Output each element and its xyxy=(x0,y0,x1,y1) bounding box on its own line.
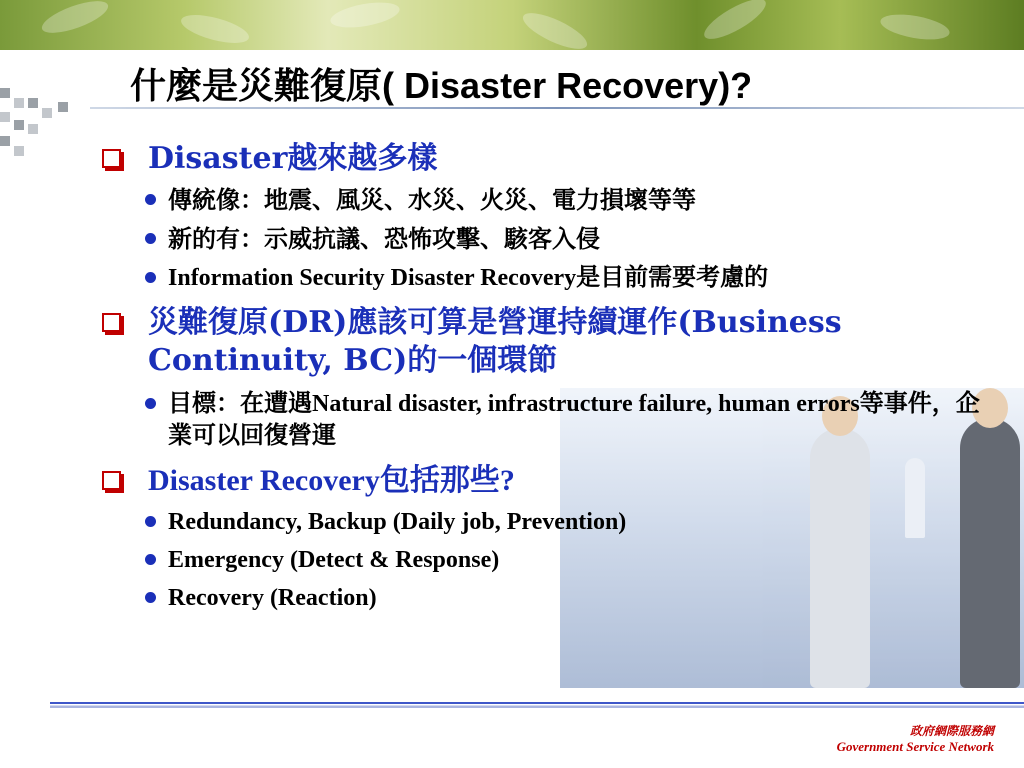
list-item: Redundancy, Backup (Daily job, Prevention) xyxy=(98,506,978,538)
bullet-dot-icon xyxy=(145,592,156,603)
section-dr-bc: 災難復原(DR)應該可算是營運持續運作(Business Continuity, BC)的一個環節 xyxy=(98,304,868,380)
bullet-dot-icon xyxy=(145,233,156,244)
bullet-dot-icon xyxy=(145,194,156,205)
title-chinese: 什麼是災難復原 xyxy=(130,65,383,107)
list-item: Emergency (Detect & Response) xyxy=(98,544,978,576)
leaf-banner xyxy=(0,0,1024,50)
title-english: ( Disaster Recovery)? xyxy=(382,65,753,106)
checkbox-bullet-icon xyxy=(102,313,121,332)
list-item: 新的有：示威抗議、恐怖攻擊、駭客入侵 xyxy=(98,223,978,256)
footer-brand xyxy=(837,722,994,755)
checkbox-bullet-icon xyxy=(102,471,121,490)
list-item: Information Security Disaster Recovery是目前需要考慮的 xyxy=(98,262,968,294)
slide-content xyxy=(98,140,978,614)
section-disasters: Disaster越來越多樣 xyxy=(98,140,978,178)
title-divider xyxy=(90,107,1024,109)
bullet-dot-icon xyxy=(145,398,156,409)
slide-title xyxy=(130,58,990,109)
list-item: 目標：在遭遇Natural disaster, infrastructure failure, human errors等事件，企業可以回復營運 xyxy=(98,388,988,452)
footer-org-english: Government Service Network xyxy=(836,739,994,754)
checkbox-bullet-icon xyxy=(102,149,121,168)
bullet-dot-icon xyxy=(145,516,156,527)
footer-divider xyxy=(50,702,1024,708)
footer-org-chinese: 政府網際服務網 xyxy=(909,724,994,738)
list-item: Recovery (Reaction) xyxy=(98,582,978,614)
bullet-dot-icon xyxy=(145,272,156,283)
bullet-dot-icon xyxy=(145,554,156,565)
section-dr-includes: Disaster Recovery包括那些? xyxy=(98,462,978,500)
list-item: 傳統像：地震、風災、水災、火災、電力損壞等等 xyxy=(98,184,978,217)
